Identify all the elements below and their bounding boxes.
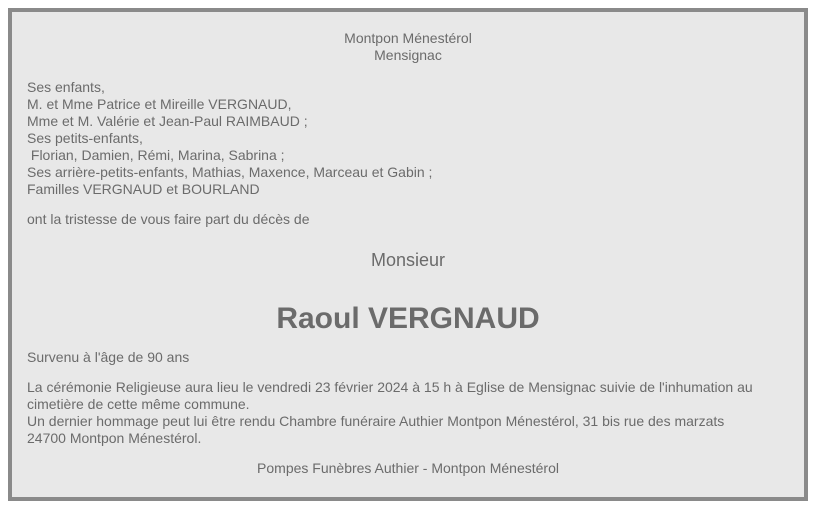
- family-line: Florian, Damien, Rémi, Marina, Sabrina ;: [27, 147, 285, 163]
- intro-text: ont la tristesse de vous faire part du décès de: [27, 211, 310, 227]
- family-line: Mme et M. Valérie et Jean-Paul RAIMBAUD ;: [27, 113, 308, 129]
- ceremony-line: 24700 Montpon Ménestérol.: [27, 430, 202, 446]
- family-line: Familles VERGNAUD et BOURLAND: [27, 181, 260, 197]
- family-line: Ses arrière-petits-enfants, Mathias, Maxence, Marceau et Gabin ;: [27, 164, 433, 180]
- ceremony-line: Un dernier hommage peut lui être rendu Chambre funéraire Authier Montpon Ménestérol, 31 bis rue des marzats: [27, 413, 725, 429]
- place-line: Montpon Ménestérol: [344, 30, 472, 46]
- civility-title: Monsieur: [370, 250, 446, 270]
- family-line: M. et Mme Patrice et Mireille VERGNAUD,: [27, 96, 292, 112]
- family-list: [27, 79, 789, 198]
- place-line: Mensignac: [374, 47, 442, 63]
- family-line: Ses petits-enfants,: [27, 130, 143, 146]
- age-text: Survenu à l'âge de 90 ans: [27, 349, 190, 365]
- places-header: [27, 30, 789, 64]
- ceremony-line: La cérémonie Religieuse aura lieu le vendredi 23 février 2024 à 15 h à Eglise de Mensignac suivie de l'inhumation au: [27, 379, 753, 395]
- notice-content: [27, 30, 789, 477]
- family-line: Ses enfants,: [27, 79, 105, 95]
- ceremony-line: cimetière de cette même commune.: [27, 396, 250, 412]
- funeral-home-footer: Pompes Funèbres Authier - Montpon Ménestérol: [257, 460, 559, 476]
- ceremony-details: [27, 379, 789, 447]
- obituary-notice: [8, 8, 808, 501]
- deceased-name: Raoul VERGNAUD: [276, 302, 540, 335]
